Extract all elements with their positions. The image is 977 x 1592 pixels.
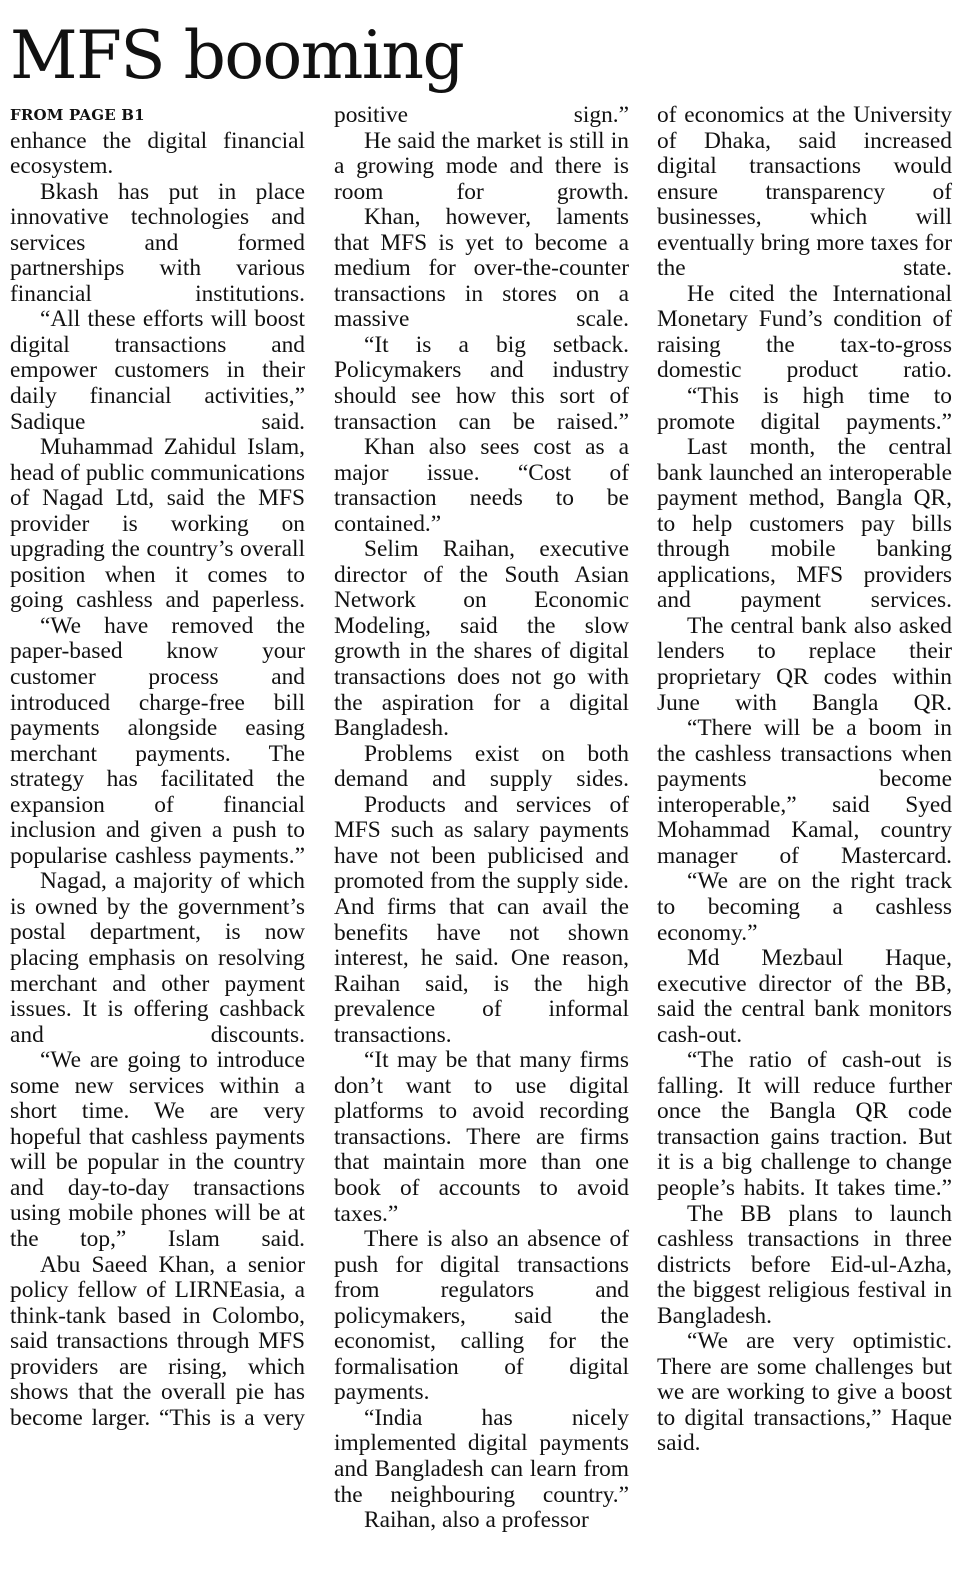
paragraph: enhance the digital financial ecosystem. <box>10 127 305 180</box>
paragraph: of economics at the University of Dhaka, said increased digital transactions would ensure transparency of businesses, which will eventually bring more taxes for the state. <box>657 102 952 282</box>
paragraph: There is also an absence of push for digital transactions from regulators and policymakers, said the economist, calling for the formalisation of digital payments. <box>334 1226 629 1406</box>
paragraph: “We are going to introduce some new services within a short time. We are very hopeful that cashless payments will be popular in the country and day-to-day transactions using mobile phones will be at the top,” Islam said. <box>10 1047 305 1253</box>
paragraph: Abu Saeed Khan, a senior policy fellow of LIRNEasia, a think-tank based in Colombo, said transactions through MFS providers are rising, which shows that the overall pie has become larger. “This is a very <box>10 1251 305 1431</box>
paragraph: He cited the International Monetary Fund’s condition of raising the tax-to-gross domestic product ratio. <box>657 280 952 384</box>
paragraph: He said the market is still in a growing mode and there is room for growth. <box>334 127 629 205</box>
paragraph: “We have removed the paper-based know your customer process and introduced charge-free bill payments alongside easing merchant payments. The strategy has facilitated the expansion of financial inclusion and given a push to popularise cashless payments.” <box>10 612 305 869</box>
paragraph: “We are very optimistic. There are some challenges but we are working to give a boost to digital transactions,” Haque said. <box>657 1328 952 1457</box>
paragraph: Problems exist on both demand and supply sides. <box>334 740 629 793</box>
continuation-kicker: FROM PAGE B1 <box>10 106 145 124</box>
article-column-2 <box>334 103 629 1534</box>
paragraph: “We are on the right track to becoming a cashless economy.” <box>657 868 952 946</box>
paragraph: positive sign.” <box>334 102 629 128</box>
paragraph: Bkash has put in place innovative technologies and services and formed partnerships with various financial institutions. <box>10 178 305 307</box>
paragraph: “The ratio of cash-out is falling. It will reduce further once the Bangla QR code transaction gains traction. But it is a big challenge to change people’s habits. It takes time.” <box>657 1047 952 1201</box>
paragraph: Khan, however, laments that MFS is yet to become a medium for over-the-counter transactions in stores on a massive scale. <box>334 204 629 333</box>
headline: MFS booming <box>10 17 464 94</box>
paragraph: Products and services of MFS such as salary payments have not been publicised and promoted from the supply side. And firms that can avail the benefits have not shown interest, he said. One reason, Raihan said, is the high prevalence of informal transactions. <box>334 791 629 1048</box>
article-column-1 <box>10 103 305 1431</box>
paragraph: Selim Raihan, executive director of the South Asian Network on Economic Modeling, said the slow growth in the shares of digital transactions does not go with the aspiration for a digital Bangladesh. <box>334 536 629 742</box>
paragraph: “It is a big setback. Policymakers and industry should see how this sort of transaction can be raised.” <box>334 331 629 435</box>
paragraph: Nagad, a majority of which is owned by the government’s postal department, is now placing emphasis on resolving merchant and other payment issues. It is offering cashback and discounts. <box>10 868 305 1048</box>
paragraph: Khan also sees cost as a major issue. “Cost of transaction needs to be contained.” <box>334 434 629 537</box>
paragraph: The BB plans to launch cashless transactions in three districts before Eid-ul-Azha, the biggest religious festival in Bangladesh. <box>657 1200 952 1329</box>
paragraph: “It may be that many firms don’t want to use digital platforms to avoid recording transactions. There are firms that maintain more than one book of accounts to avoid taxes.” <box>334 1047 629 1227</box>
paragraph: Raihan, also a professor <box>364 1507 589 1534</box>
paragraph: The central bank also asked lenders to replace their proprietary QR codes within June with Bangla QR. <box>657 612 952 716</box>
paragraph: “All these efforts will boost digital transactions and empower customers in their daily financial activities,” Sadique said. <box>10 306 305 435</box>
paragraph: Muhammad Zahidul Islam, head of public communications of Nagad Ltd, said the MFS provider is working on upgrading the country’s overall position when it comes to going cashless and paperless. <box>10 434 305 614</box>
paragraph: Md Mezbaul Haque, executive director of the BB, said the central bank monitors cash-out. <box>657 945 952 1048</box>
paragraph: “India has nicely implemented digital payments and Bangladesh can learn from the neighbouring country.” <box>334 1404 629 1508</box>
paragraph: Last month, the central bank launched an interoperable payment method, Bangla QR, to help customers pay bills through mobile banking applications, MFS providers and payment services. <box>657 434 952 614</box>
article-column-3 <box>657 103 952 1457</box>
paragraph: “This is high time to promote digital payments.” <box>657 383 952 435</box>
paragraph: “There will be a boom in the cashless transactions when payments become interoperable,” said Syed Mohammad Kamal, country manager of Mastercard. <box>657 715 952 869</box>
